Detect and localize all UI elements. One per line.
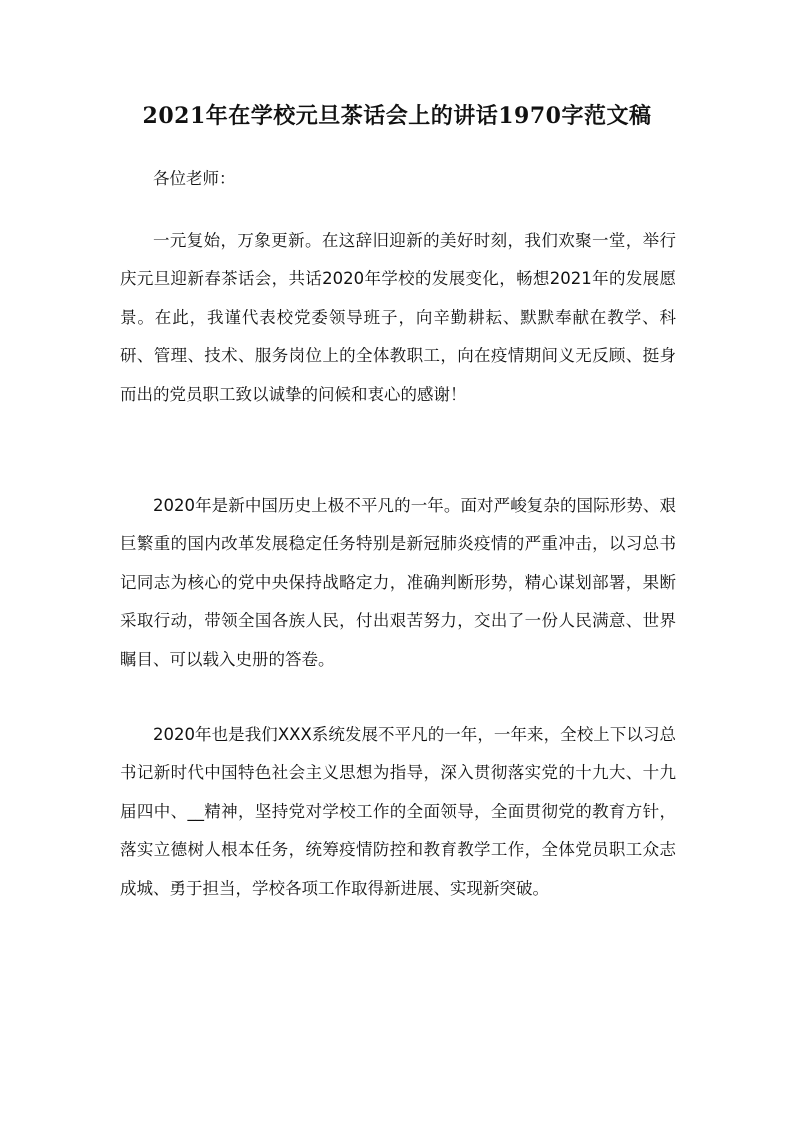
greeting-line: 各位老师：: [153, 169, 236, 188]
document-title: 2021年在学校元旦茶话会上的讲话1970字范文稿: [142, 103, 652, 129]
paragraph-opening: 一元复始，万象更新。在这辞旧迎新的美好时刻，我们欢聚一堂，举行庆元旦迎新春茶话会，共话2020年学校的发展变化，畅想2021年的发展愿景。在此，我谨代表校党委领导班子，向辛勤耕耘、默默奉献在教学、科研、管理、技术、服务岗位上的全体教职工，向在疫情期间义无反顾、挺身而出的党员职工致以诚挚的问候和衷心的感谢！: [120, 231, 676, 404]
paragraph-school-review: 2020年也是我们XXX系统发展不平凡的一年，一年来，全校上下以习总书记新时代中国特色社会主义思想为指导，深入贯彻落实党的十九大、十九届四中、__精神，坚持党对学校工作的全面领导，全面贯彻党的教育方针，落实立德树人根本任务，统筹疫情防控和教育教学工作，全体党员职工众志成城、勇于担当，学校各项工作取得新进展、实现新突破。: [120, 725, 676, 898]
paragraph-national-review: 2020年是新中国历史上极不平凡的一年。面对严峻复杂的国际形势、艰巨繁重的国内改革发展稳定任务特别是新冠肺炎疫情的严重冲击，以习总书记同志为核心的党中央保持战略定力，准确判断形势，精心谋划部署，果断采取行动，带领全国各族人民，付出艰苦努力，交出了一份人民满意、世界瞩目、可以载入史册的答卷。: [120, 496, 676, 669]
